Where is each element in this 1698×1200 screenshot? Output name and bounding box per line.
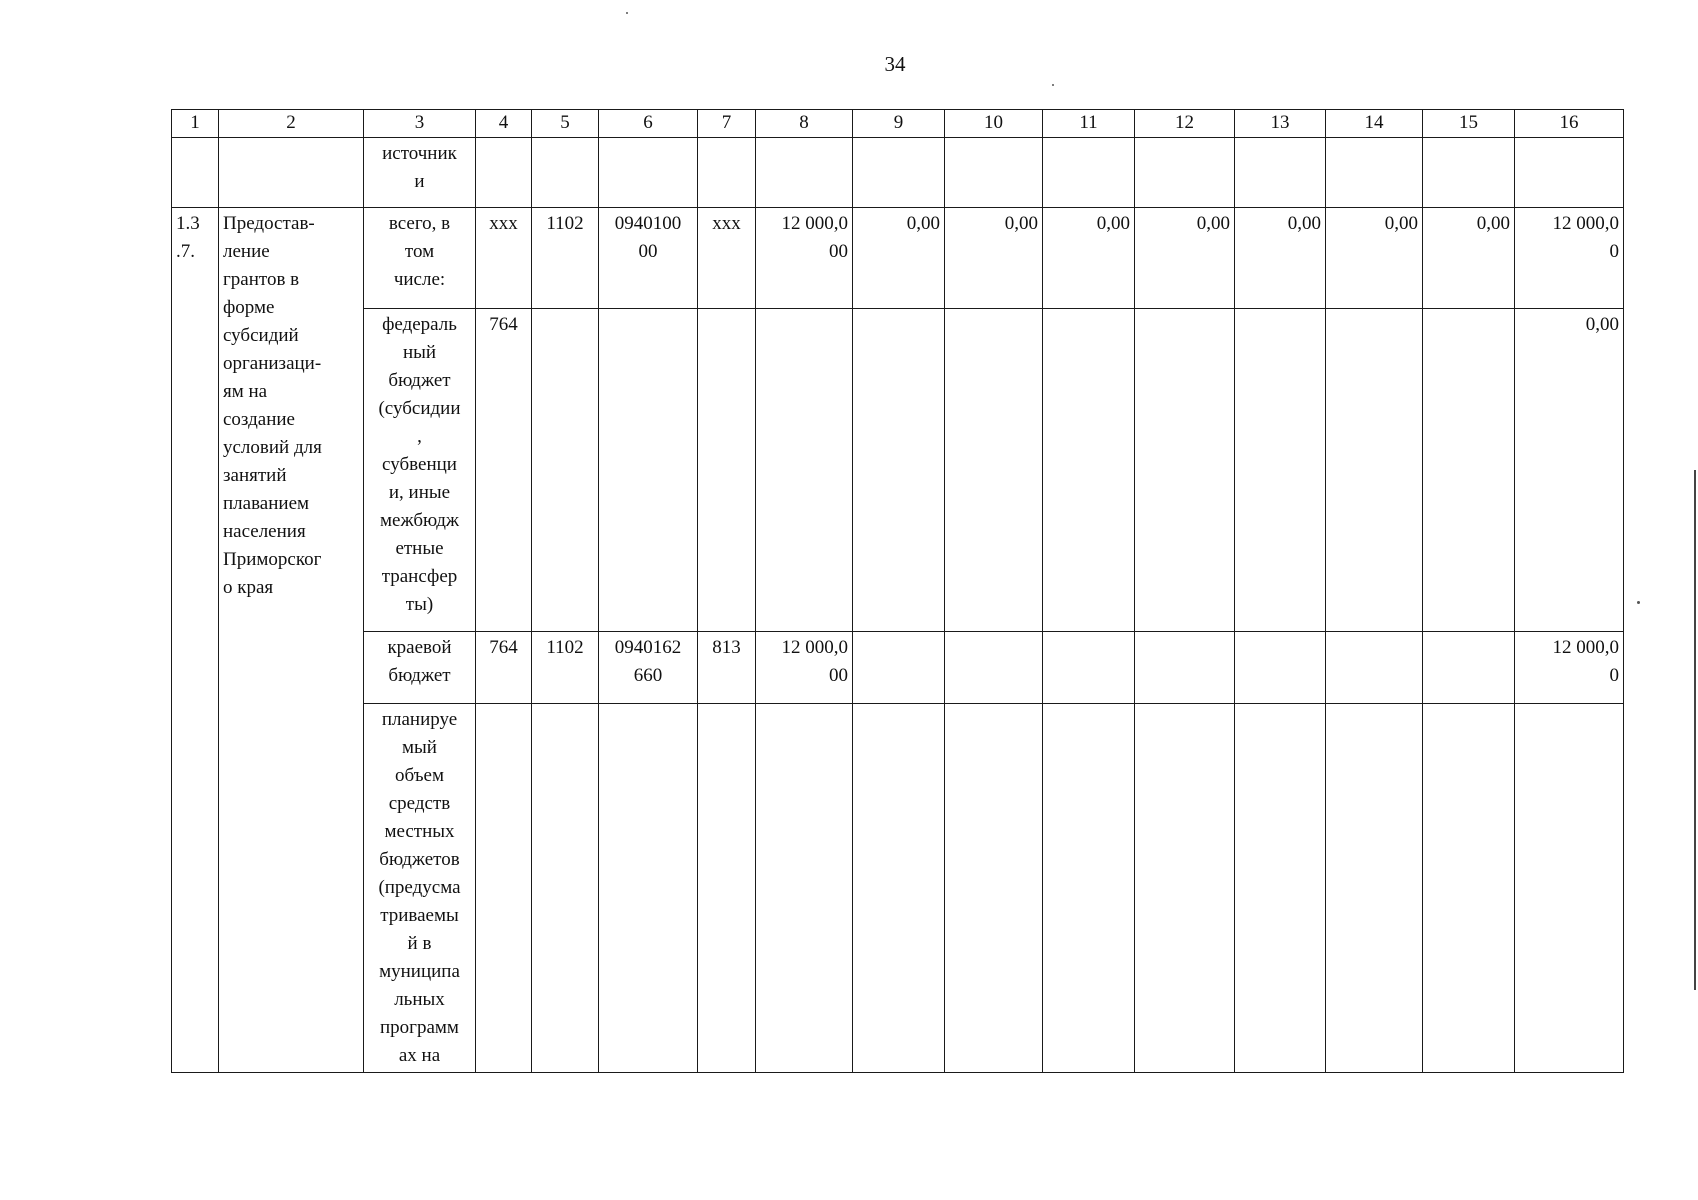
cell-col15: 0,00 bbox=[1423, 208, 1515, 309]
continuation-row bbox=[172, 138, 1624, 208]
scan-speck bbox=[1637, 601, 1640, 604]
scan-speck bbox=[626, 12, 628, 14]
source-cell: источник и bbox=[364, 138, 476, 208]
cell-col16: 12 000,0 0 bbox=[1515, 632, 1624, 704]
cell-col4: 764 bbox=[476, 632, 532, 704]
source-cell: всего, в том числе: bbox=[364, 208, 476, 309]
cell-col6: 0940100 00 bbox=[599, 208, 698, 309]
item-name: Предостав- ление грантов в форме субсидий организаци- ям на создание условий для занятий плаванием населения Приморског о края bbox=[219, 208, 364, 1073]
table-row-local bbox=[172, 704, 1624, 1073]
cell-col10: 0,00 bbox=[945, 208, 1043, 309]
col-number-12: 12 bbox=[1135, 110, 1235, 138]
col-number-5: 5 bbox=[532, 110, 599, 138]
cell-col8: 12 000,0 00 bbox=[756, 632, 853, 704]
cell-col13: 0,00 bbox=[1235, 208, 1326, 309]
table-row-total bbox=[172, 208, 1624, 309]
source-cell: краевой бюджет bbox=[364, 632, 476, 704]
cell-col6: 0940162 660 bbox=[599, 632, 698, 704]
cell-col4: 764 bbox=[476, 309, 532, 632]
col-number-13: 13 bbox=[1235, 110, 1326, 138]
col-number-9: 9 bbox=[853, 110, 945, 138]
col-number-4: 4 bbox=[476, 110, 532, 138]
column-number-row bbox=[172, 110, 1624, 138]
source-cell: планируе мый объем средств местных бюджетов (предусма триваемы й в муниципа льных программ ах на bbox=[364, 704, 476, 1073]
cell-col8: 12 000,0 00 bbox=[756, 208, 853, 309]
cell-col7: ххх bbox=[698, 208, 756, 309]
col-number-3: 3 bbox=[364, 110, 476, 138]
cell-col11: 0,00 bbox=[1043, 208, 1135, 309]
col-number-2: 2 bbox=[219, 110, 364, 138]
table-row-regional bbox=[172, 632, 1624, 704]
cell-col16: 0,00 bbox=[1515, 309, 1624, 632]
cell-col14: 0,00 bbox=[1326, 208, 1423, 309]
cell-col12: 0,00 bbox=[1135, 208, 1235, 309]
col-number-6: 6 bbox=[599, 110, 698, 138]
table-row-federal bbox=[172, 309, 1624, 632]
col-number-7: 7 bbox=[698, 110, 756, 138]
col-number-16: 16 bbox=[1515, 110, 1624, 138]
cell-col5: 1102 bbox=[532, 208, 599, 309]
item-number: 1.3 .7. bbox=[172, 208, 219, 1073]
cell-col5: 1102 bbox=[532, 632, 599, 704]
col-number-8: 8 bbox=[756, 110, 853, 138]
col-number-15: 15 bbox=[1423, 110, 1515, 138]
col-number-1: 1 bbox=[172, 110, 219, 138]
cell-col9: 0,00 bbox=[853, 208, 945, 309]
cell-col7: 813 bbox=[698, 632, 756, 704]
budget-table bbox=[171, 109, 1624, 1073]
col-number-11: 11 bbox=[1043, 110, 1135, 138]
page-number: 34 bbox=[884, 52, 906, 76]
col-number-14: 14 bbox=[1326, 110, 1423, 138]
source-cell: федераль ный бюджет (субсидии , субвенци и, иные межбюдж етные трансфер ты) bbox=[364, 309, 476, 632]
scan-speck bbox=[1052, 84, 1054, 86]
cell-col16: 12 000,0 0 bbox=[1515, 208, 1624, 309]
cell-col4: ххх bbox=[476, 208, 532, 309]
col-number-10: 10 bbox=[945, 110, 1043, 138]
scan-edge-mark bbox=[1694, 470, 1696, 990]
